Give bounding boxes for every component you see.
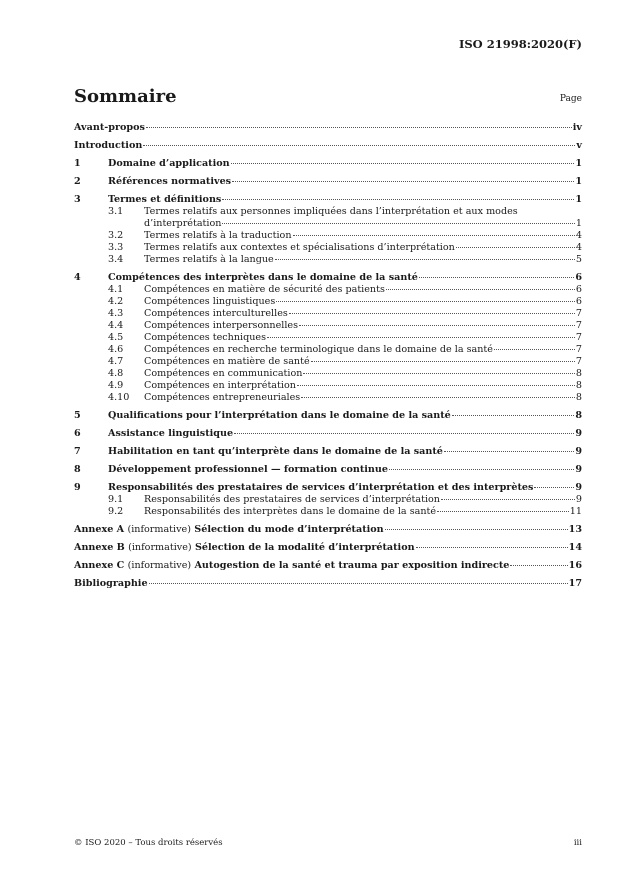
toc-entry[interactable] (74, 356, 582, 368)
toc-entry-title: Termes relatifs aux contextes et spécialisations d’interprétation (144, 242, 455, 253)
footer-copyright: © ISO 2020 – Tous droits réservés (74, 838, 223, 848)
toc-entry-title: Termes relatifs à la traduction (144, 230, 292, 241)
toc-entry-title: Compétences en matière de santé (144, 356, 310, 367)
toc-entry-number: 8 (74, 464, 81, 475)
annex-entry[interactable] (74, 542, 582, 554)
toc-entry-number: 3 (74, 194, 81, 205)
dot-leader (222, 199, 574, 200)
dot-leader (276, 301, 575, 302)
toc-entry-page: v (576, 140, 582, 151)
toc-entry-title: Références normatives (108, 176, 232, 187)
annex-type: (informative) (127, 560, 192, 571)
toc-entry-title: Développement professionnel — formation continue (108, 464, 388, 475)
toc-entry[interactable] (74, 194, 582, 206)
toc-entry-number: 7 (74, 446, 81, 457)
toc-entry-number: 4.10 (108, 392, 130, 403)
toc-entry[interactable] (74, 140, 582, 152)
toc-entry-page: 6 (575, 284, 582, 295)
toc-entry-title: Avant-propos (74, 122, 145, 133)
annex-type: (informative) (128, 542, 192, 553)
toc-entry-title: Compétences en matière de sécurité des patients (144, 284, 385, 295)
toc-entry-number: 5 (74, 410, 81, 421)
dot-leader (149, 583, 568, 584)
toc-entry-title: Compétences interpersonnelles (144, 320, 299, 331)
dot-leader (297, 385, 575, 386)
dot-leader (234, 433, 574, 434)
dot-leader (389, 469, 574, 470)
toc-entry-page: 7 (575, 356, 582, 367)
toc-entry-page: 7 (575, 320, 582, 331)
toc-entry[interactable] (74, 272, 582, 284)
toc-entry[interactable] (74, 308, 582, 320)
toc-entry[interactable] (74, 296, 582, 308)
toc-entry-title: Termes et définitions (108, 194, 222, 205)
toc-entry-title: Compétences techniques (144, 332, 267, 343)
dot-leader (289, 313, 575, 314)
toc-entry-title: Assistance linguistique (108, 428, 234, 439)
toc-entry-page: 1 (575, 218, 582, 229)
toc-entry-page: 8 (575, 410, 582, 421)
toc-entry-page: 8 (575, 380, 582, 391)
dot-leader (303, 373, 574, 374)
dot-leader (416, 547, 568, 548)
toc-entry-page: 1 (575, 158, 582, 169)
toc-entry-title: Sélection du mode d’interprétation (194, 524, 384, 535)
toc-entry-number: 9.1 (108, 494, 124, 505)
toc-entry[interactable] (74, 158, 582, 170)
toc-entry[interactable] (74, 242, 582, 254)
toc-entry[interactable] (74, 284, 582, 296)
page-column-label: Page (559, 94, 582, 104)
toc-entry-page: 1 (575, 176, 582, 187)
toc-entry-title-continued: d’interprétation (144, 218, 222, 229)
toc-entry[interactable] (74, 464, 582, 476)
toc-entry-number: 4.1 (108, 284, 124, 295)
annex-label: Annexe C (74, 560, 125, 571)
toc-entry-title: Bibliographie (74, 578, 148, 589)
toc-entry[interactable] (74, 578, 582, 590)
document-reference: ISO 21998:2020(F) (458, 37, 582, 51)
toc-entry-page: 1 (575, 194, 582, 205)
toc-entry-number: 9.2 (108, 506, 124, 517)
toc-entry-title: Compétences des interprètes dans le domaine de la santé (108, 272, 418, 283)
toc-entry-page: 7 (575, 332, 582, 343)
toc-entry-title: Responsabilités des interprètes dans le domaine de la santé (144, 506, 437, 517)
footer-page-number: iii (573, 838, 582, 848)
annex-entry[interactable] (74, 524, 582, 536)
toc-entry-number: 3.4 (108, 254, 124, 265)
dot-leader (452, 415, 575, 416)
toc-entry-page: 8 (575, 392, 582, 403)
annex-label: Annexe B (74, 542, 125, 553)
toc-entry-page: 9 (575, 494, 582, 505)
dot-leader (275, 259, 575, 260)
toc-entry-number: 2 (74, 176, 81, 187)
dot-leader (419, 277, 574, 278)
toc-entry-title: Termes relatifs à la langue (144, 254, 274, 265)
toc-entry[interactable] (74, 482, 582, 494)
toc-entry-title: Sélection de la modalité d’interprétation (194, 542, 415, 553)
dot-leader (534, 487, 574, 488)
dot-leader (510, 565, 567, 566)
dot-leader (267, 337, 575, 338)
toc-entry-number: 4.2 (108, 296, 124, 307)
toc-entry-number: 4.3 (108, 308, 124, 319)
toc-entry[interactable] (74, 344, 582, 356)
toc-entry-title: Responsabilités des prestataires de services d’interprétation (144, 494, 440, 505)
toc-entry[interactable] (74, 332, 582, 344)
toc-entry[interactable] (74, 176, 582, 188)
toc-entry-page: 6 (575, 272, 582, 283)
toc-entry-number: 3.3 (108, 242, 124, 253)
annex-type: (informative) (127, 524, 191, 535)
dot-leader (143, 145, 575, 146)
toc-entry-title: Compétences en communication (144, 368, 303, 379)
toc-entry-number: 4.7 (108, 356, 124, 367)
toc-entry-number: 3.2 (108, 230, 124, 241)
dot-leader (437, 511, 569, 512)
dot-leader (301, 397, 575, 398)
dot-leader (293, 235, 575, 236)
toc-entry[interactable] (74, 392, 582, 404)
dot-leader (222, 223, 574, 224)
toc-entry-page: 11 (569, 506, 582, 517)
toc-entry-number: 3.1 (108, 206, 124, 217)
toc-entry-title: Compétences en interprétation (144, 380, 296, 391)
dot-leader (299, 325, 575, 326)
dot-leader (232, 181, 574, 182)
toc-entry-title: Autogestion de la santé et trauma par exposition indirecte (194, 560, 510, 571)
toc-entry[interactable] (74, 446, 582, 458)
annex-entry[interactable] (74, 560, 582, 572)
dot-leader (386, 289, 575, 290)
toc-entry-title: Introduction (74, 140, 143, 151)
toc-entry-number: 1 (74, 158, 81, 169)
toc-entry[interactable] (74, 428, 582, 440)
toc-entry-title: Responsabilités des prestataires de services d’interprétation et des interprètes (108, 482, 534, 493)
toc-entry[interactable] (74, 380, 582, 392)
annex-label: Annexe A (74, 524, 125, 535)
toc-entry-number: 6 (74, 428, 81, 439)
toc-entry-number: 4.8 (108, 368, 124, 379)
dot-leader (385, 529, 568, 530)
toc-entry-page: iv (572, 122, 582, 133)
toc-entry-title: Compétences linguistiques (144, 296, 276, 307)
toc-entry[interactable] (74, 254, 582, 266)
toc-entry-page: 7 (575, 344, 582, 355)
toc-entry-page: 9 (575, 428, 582, 439)
dot-leader (456, 247, 575, 248)
toc-entry-page: 9 (575, 464, 582, 475)
page-title: Sommaire (74, 86, 177, 107)
toc-entry-number: 4.4 (108, 320, 124, 331)
toc-entry-page: 4 (575, 230, 582, 241)
table-of-contents (74, 122, 582, 590)
dot-leader (494, 349, 575, 350)
toc-entry-number: 9 (74, 482, 81, 493)
toc-entry-page: 13 (568, 524, 582, 535)
dot-leader (231, 163, 575, 164)
toc-entry[interactable] (74, 410, 582, 422)
toc-entry[interactable] (74, 494, 582, 506)
dot-leader (146, 127, 572, 128)
toc-entry-title: Domaine d’application (108, 158, 230, 169)
toc-entry[interactable] (74, 206, 582, 230)
toc-entry[interactable] (74, 506, 582, 518)
toc-entry-number: 4.9 (108, 380, 124, 391)
toc-entry-number: 4 (74, 272, 81, 283)
toc-entry-title: Termes relatifs aux personnes impliquées dans l’interprétation et aux modes (144, 206, 518, 217)
toc-entry-page: 17 (568, 578, 582, 589)
dot-leader (441, 499, 575, 500)
toc-entry-page: 8 (575, 368, 582, 379)
toc-entry-page: 7 (575, 308, 582, 319)
toc-entry[interactable] (74, 122, 582, 134)
toc-entry[interactable] (74, 368, 582, 380)
toc-entry-number: 4.6 (108, 344, 124, 355)
toc-entry[interactable] (74, 320, 582, 332)
toc-entry-page: 9 (575, 446, 582, 457)
dot-leader (311, 361, 575, 362)
toc-entry-page: 4 (575, 242, 582, 253)
toc-entry-title: Compétences en recherche terminologique dans le domaine de la santé (144, 344, 493, 355)
toc-entry-page: 14 (568, 542, 582, 553)
toc-entry-page: 16 (568, 560, 582, 571)
toc-entry-title: Compétences entrepreneuriales (144, 392, 301, 403)
toc-entry-title: Qualifications pour l’interprétation dans le domaine de la santé (108, 410, 451, 421)
dot-leader (444, 451, 574, 452)
toc-entry-page: 5 (575, 254, 582, 265)
toc-entry-title: Compétences interculturelles (144, 308, 288, 319)
toc-entry[interactable] (74, 230, 582, 242)
toc-entry-number: 4.5 (108, 332, 124, 343)
toc-entry-page: 9 (575, 482, 582, 493)
toc-entry-page: 6 (575, 296, 582, 307)
toc-entry-title: Habilitation en tant qu’interprète dans le domaine de la santé (108, 446, 443, 457)
